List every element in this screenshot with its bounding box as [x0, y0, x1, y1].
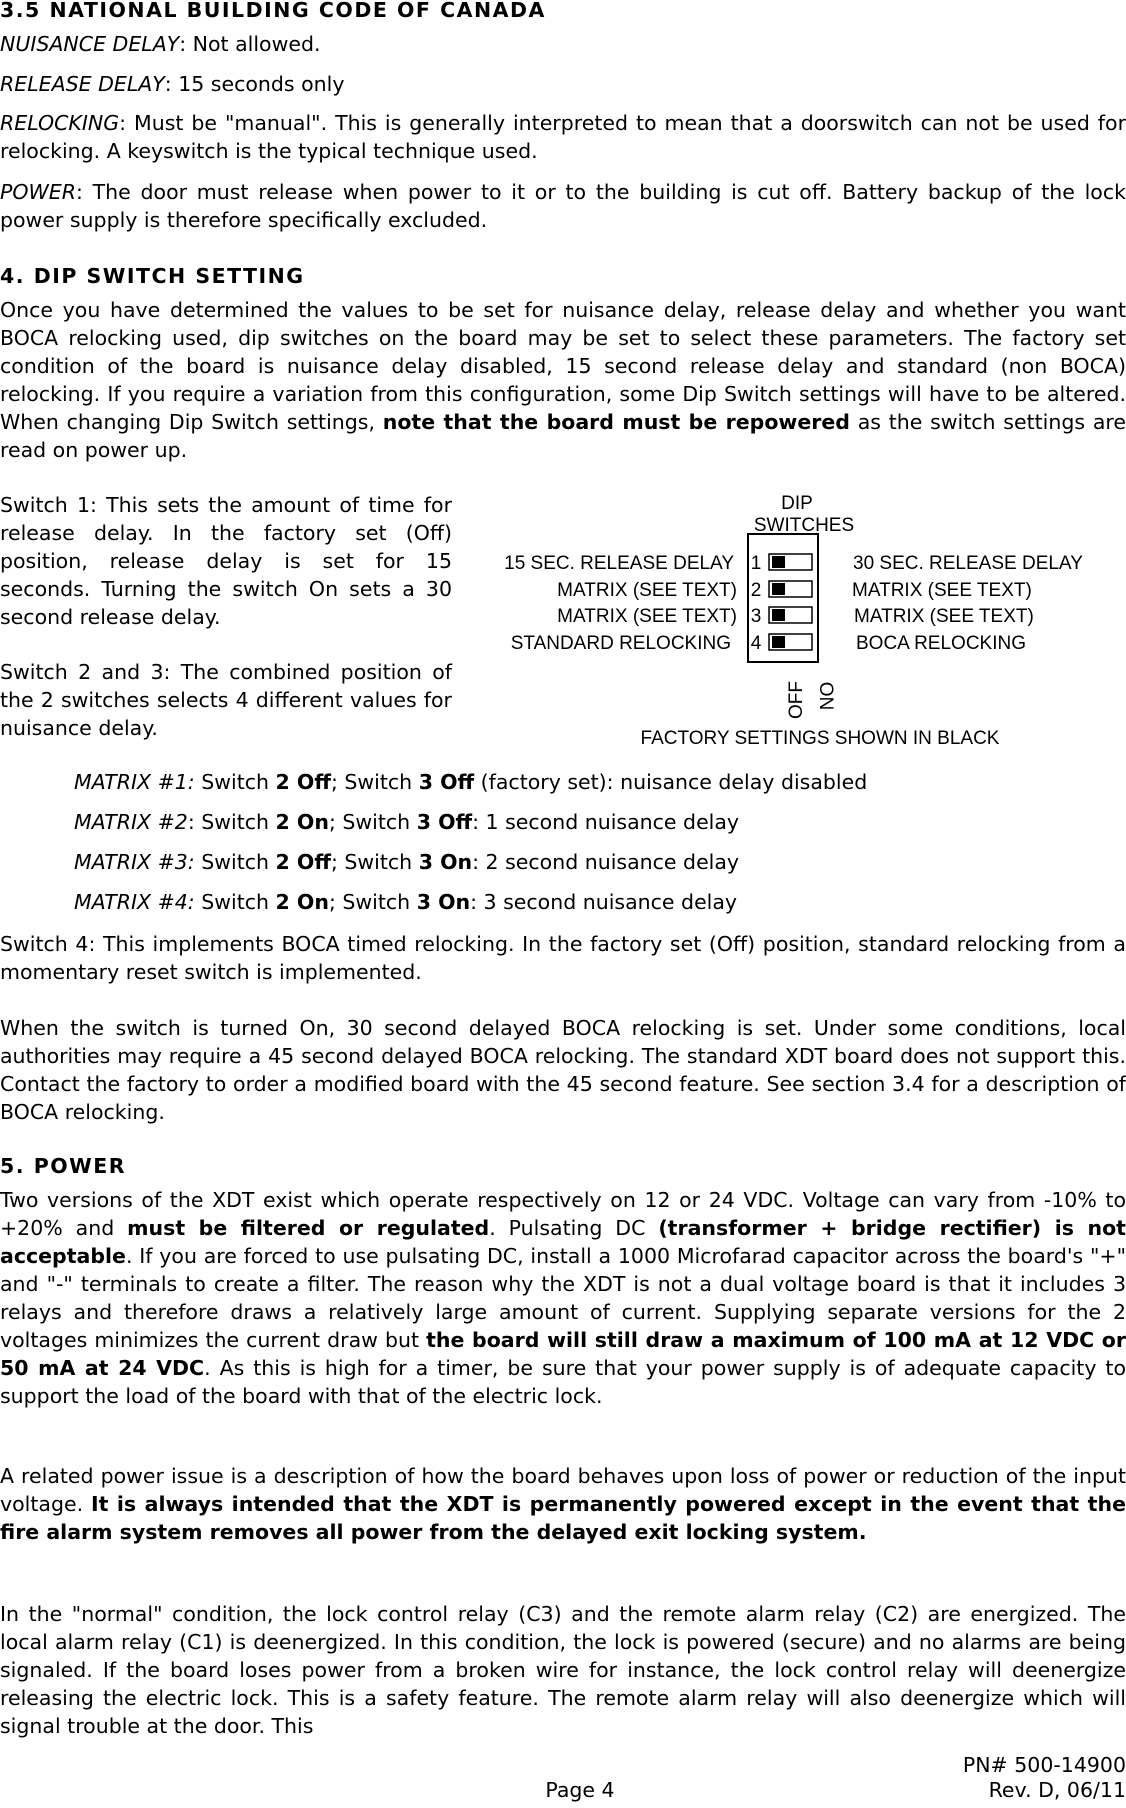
left-label-3: MATRIX (SEE TEXT): [557, 606, 737, 627]
power-paragraph-3: In the "normal" condition, the lock control relay (C3) and the remote alarm relay (C2) are energized. The local alarm relay (C1) is deenergized. In this condition, the lock is powered (secure) and no alarms are being signaled. If the board loses power from a broken wire for instance, the lock control relay will deenergize releasing the electric lock. This is a safety feature. The remote alarm relay will also deenergize which will signal trouble at the door. This: [0, 1602, 1126, 1738]
switch4-on-paragraph: When the switch is turned On, 30 second delayed BOCA relocking is set. Under some conditions, local authorities may require a 45 second delayed BOCA relocking. The standard XDT board does not support this. Contact the factory to order a modified board with the 45 second feature. See section 3.4 for a description of BOCA relocking.: [0, 1016, 1126, 1124]
switch-knob-3: [772, 609, 785, 621]
switch1-paragraph: Switch 1: This sets the amount of time for release delay. In the factory set (Off) position, release delay is set for 15 seconds. Turning the switch On sets a 30 second release delay.: [0, 493, 452, 629]
dip-intro-text: Once you have determined the values to be set for nuisance delay, release delay and whether you want BOCA relocking used, dip switches on the board may be set to select these parameters. The factory set condition of the board is nuisance delay disabled, 15 second release delay and standard (non BOCA) relocking. If you require a variation from this configuration, some Dip Switch settings will have to be altered. When changing Dip Switch settings,: [0, 298, 1126, 434]
matrix-description: (factory set): nuisance delay disabled: [474, 770, 868, 794]
left-label-2: MATRIX (SEE TEXT): [557, 580, 737, 601]
matrix-description: : 2 second nuisance delay: [472, 850, 740, 874]
power-p1-e: . As this is high for a timer, be sure that your power supply is of adequate capacity to support the load of the board with that of the electric lock.: [0, 1356, 1126, 1408]
relocking-text: : Must be "manual". This is generally interpreted to mean that a doorswitch can not be used for relocking. A keyswitch is the typical technique used.: [0, 111, 1126, 163]
diagram-caption: FACTORY SETTINGS SHOWN IN BLACK: [640, 728, 1000, 749]
power-p2-bold: It is always intended that the XDT is permanently powered except in the event that the fire alarm system removes all power from the delayed exit locking system.: [0, 1492, 1126, 1544]
footer-page-number: Page 4: [545, 1778, 615, 1802]
power-p1-bold-3: the board will still draw a maximum of 100 mA at 12 VDC or 50 mA at 24 VDC: [0, 1328, 1126, 1380]
release-delay-label: RELEASE DELAY: [0, 72, 165, 96]
power-paragraph-2: [0, 1462, 1126, 1546]
matrix-description: : 1 second nuisance delay: [472, 810, 740, 834]
matrix-text: Switch: [194, 890, 276, 914]
switch-knob-1: [772, 556, 785, 568]
matrix-line-3: [74, 848, 1114, 876]
matrix-text: Switch: [194, 770, 276, 794]
right-label-4: BOCA RELOCKING: [856, 633, 1026, 654]
matrix-switch3: 3 Off: [418, 770, 475, 794]
power-p1-bold-2: (transformer + bridge rectifier) is not acceptable: [0, 1216, 1126, 1268]
power-p1-a: Two versions of the XDT exist which operate respectively on 12 or 24 VDC. Voltage can vary from -10% to +20% and: [0, 1188, 1126, 1240]
dip-intro-bold: note that the board must be repowered: [382, 410, 850, 434]
section-heading-5: 5. POWER: [0, 1154, 127, 1178]
matrix-switch2: 2 Off: [275, 850, 331, 874]
power-paragraph: [0, 178, 1126, 234]
matrix-text: : Switch: [187, 810, 276, 834]
nuisance-delay-text: : Not allowed.: [179, 32, 321, 56]
matrix-text: Switch: [194, 850, 276, 874]
power-text: : The door must release when power to it or to the building is cut off. Battery backup of the lock power supply is therefore specifically excluded.: [0, 180, 1126, 232]
left-label-1: 15 SEC. RELEASE DELAY: [504, 553, 734, 574]
left-label-4: STANDARD RELOCKING: [510, 633, 731, 654]
footer-part-number: PN# 500-14900: [962, 1753, 1126, 1777]
release-delay-text: : 15 seconds only: [164, 72, 345, 96]
matrix-label: MATRIX #1:: [74, 770, 195, 794]
matrix-text: ; Switch: [330, 770, 419, 794]
power-p1-bold-1: must be filtered or regulated: [127, 1216, 490, 1240]
power-p1-c: . Pulsating DC: [489, 1216, 659, 1240]
matrix-switch2: 2 Off: [275, 770, 331, 794]
right-label-1: 30 SEC. RELEASE DELAY: [853, 553, 1083, 574]
relocking-paragraph: [0, 109, 1126, 165]
relocking-label: RELOCKING: [0, 111, 120, 135]
dip-intro-end: as the switch settings are read on power up.: [0, 410, 1126, 462]
switch-number-4: 4: [750, 633, 762, 654]
matrix-line-1: [74, 768, 1114, 796]
right-label-3: MATRIX (SEE TEXT): [854, 606, 1034, 627]
section-heading-3-5: 3.5 NATIONAL BUILDING CODE OF CANADA: [0, 0, 546, 22]
switch23-paragraph: Switch 2 and 3: The combined position of the 2 switches selects 4 different values for nuisance delay.: [0, 660, 452, 740]
diagram-title-switches: SWITCHES: [753, 515, 855, 536]
switch-knob-2: [772, 583, 785, 595]
dip-switch-diagram: [470, 488, 1120, 750]
matrix-label: MATRIX #3:: [74, 850, 195, 874]
matrix-switch2: 2 On: [275, 810, 329, 834]
dip-intro-paragraph: [0, 296, 1126, 464]
release-delay-line: [0, 70, 1126, 98]
matrix-text: ; Switch: [330, 850, 419, 874]
section-heading-4: 4. DIP SWITCH SETTING: [0, 264, 305, 288]
switch-number-3: 3: [750, 606, 762, 627]
matrix-label: MATRIX #4:: [74, 890, 195, 914]
matrix-switch2: 2 On: [275, 890, 329, 914]
dip-switch-rows: [504, 553, 1083, 654]
switch-number-2: 2: [750, 580, 762, 601]
switch4-paragraph: Switch 4: This implements BOCA timed relocking. In the factory set (Off) position, standard relocking from a momentary reset switch is implemented.: [0, 932, 1126, 984]
power-p1-d: . If you are forced to use pulsating DC, install a 1000 Microfarad capacitor across the board's "+" and "-" terminals to create a filter. The reason why the XDT is not a dual voltage board is that it includes 3 relays and therefore draws a relatively large amount of current. Supplying separate versions for the 2 voltages minimizes the current draw but: [0, 1244, 1126, 1352]
on-label: ON: [815, 681, 836, 711]
matrix-text: ; Switch: [328, 890, 417, 914]
power-p2-a: A related power issue is a description of how the board behaves upon loss of power or reduction of the input voltage.: [0, 1464, 1126, 1516]
power-paragraph-1: [0, 1186, 1126, 1410]
matrix-text: ; Switch: [328, 810, 417, 834]
switch-number-1: 1: [750, 553, 762, 574]
matrix-line-4: [74, 888, 1114, 916]
matrix-label: MATRIX #2: [74, 810, 188, 834]
matrix-description: : 3 second nuisance delay: [470, 890, 738, 914]
matrix-switch3: 3 On: [416, 890, 471, 914]
power-label: POWER: [0, 180, 76, 204]
right-label-2: MATRIX (SEE TEXT): [852, 580, 1032, 601]
nuisance-delay-line: [0, 30, 1126, 58]
switch-knob-4: [772, 636, 785, 648]
footer-revision: Rev. D, 06/11: [988, 1778, 1126, 1802]
off-label: OFF: [786, 681, 807, 719]
diagram-title-dip: DIP: [781, 493, 813, 514]
nuisance-delay-label: NUISANCE DELAY: [0, 32, 180, 56]
matrix-line-2: [74, 808, 1114, 836]
matrix-switch3: 3 Off: [416, 810, 473, 834]
matrix-switch3: 3 On: [418, 850, 473, 874]
